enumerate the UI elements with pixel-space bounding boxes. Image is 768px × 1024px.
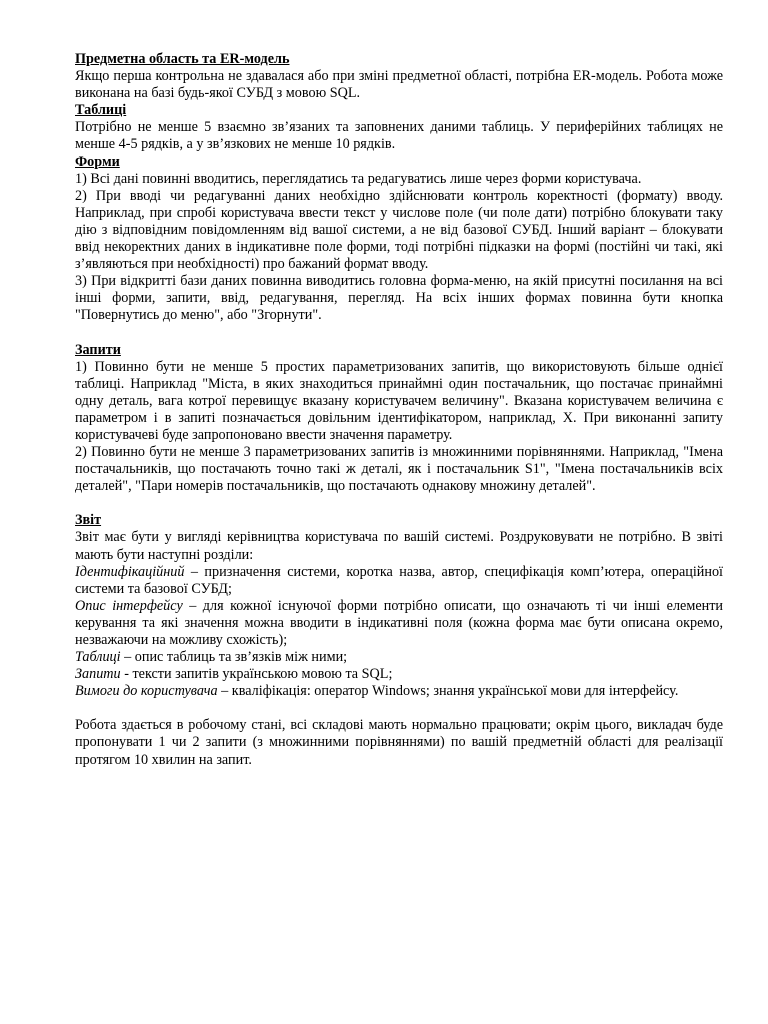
section-heading-report: Звіт [75,512,102,529]
document-page [75,51,723,769]
paragraph-closing: Робота здається в робочому стані, всі складові мають нормально працювати; окрім цього, викладач буде пропонувати 1 чи 2 запити (з множинними порівняннями) по вашій предметній області для реалізації протягом 10 хвилин на запит. [75,717,723,768]
report-item-term: Таблиці [75,649,121,666]
report-item-interface [75,598,723,649]
report-item-term: Запити [75,666,121,683]
paragraph-er-model: Якщо перша контрольна не здавалася або при зміні предметної області, потрібна ER-модель. Робота може виконана на базі будь-якої СУБД з мовою SQL. [75,68,723,102]
report-item-identification [75,564,723,598]
paragraph-tables: Потрібно не менше 5 взаємно зв’язаних та заповнених даними таблиць. У периферійних таблицях не менше 4-5 рядків, а у зв’язкових не менше 10 рядків. [75,119,723,153]
report-item-tables [75,649,723,666]
paragraph-queries-2: 2) Повинно бути не менше 3 параметризованих запитів із множинними порівняннями. Наприклад, "Імена постачальників, що постачають точно такі ж деталі, як і постачальник S1", "Імена постачальників всіх деталей", "Пари номерів постачальників, що постачають однакову множину деталей". [75,444,723,495]
report-item-term: Ідентифікаційний [75,563,185,580]
paragraph-forms-3: 3) При відкритті бази даних повинна виводитись головна форма-меню, на якій присутні посилання на всі інші форми, запити, ввід, редагування, перегляд. На всіх інших формах повинна бути кнопка "Повернутись до меню", або "Згорнути". [75,273,723,324]
blank-line [75,325,723,342]
report-item-text: - тексти запитів українською мовою та SQL; [120,666,393,683]
report-item-text: – опис таблиць та зв’язків між ними; [120,649,348,666]
paragraph-forms-1: 1) Всі дані повинні вводитись, переглядатись та редагуватись лише через форми користувача. [75,170,642,187]
section-heading-er-model: Предметна область та ER-модель [75,51,290,67]
report-item-term: Вимоги до користувача [75,683,218,700]
paragraph-queries-1: 1) Повинно бути не менше 5 простих параметризованих запитів, що використовують більше однієї таблиці. Наприклад "Міста, в яких знаходиться принаймні один постачальник, що постачає принаймні одну деталь, вага котрої перевищує вказану користувачем величину". Вказана користувачем величина є параметром і в запиті позначається довільним ідентифікатором, наприклад, X. При виконанні запиту користувачеві буде запропоновано ввести значення параметру. [75,358,723,443]
blank-line [75,495,723,512]
blank-line [75,700,723,717]
report-item-text: – призначення системи, коротка назва, автор, специфікація комп’ютера, операційної системи та базової СУБД; [75,563,723,597]
paragraph-forms-2: 2) При вводі чи редагуванні даних необхідно здійснювати контроль коректності (формату) вводу. Наприклад, при спробі користувача ввести текст у числове поле (чи поле дати) потрібно блокувати таку дію з відповідним повідомленням від вашої системи, а не від базової СУБД. Інший варіант – блокувати ввід некоректних даних в індикативне поле форми, тоді потрібні підказки на формі (постійні чи такі, які з’являються при необхідності) про бажаний формат вводу. [75,187,723,273]
section-heading-tables: Таблиці [75,102,127,119]
report-item-text: – для кожної існуючої форми потрібно описати, що означають ті чи інші елементи керування та які значення можна вводити в індикативні поля (кожна форма має бути описана окремо, незважаючи на можливу схожість); [75,597,723,648]
paragraph-report-intro: Звіт має бути у вигляді керівництва користувача по вашій системі. Роздруковувати не потрібно. В звіті мають бути наступні розділи: [75,529,723,563]
report-item-user-requirements [75,683,723,700]
report-item-text: – кваліфікація: оператор Windows; знання української мови для інтерфейсу. [217,683,679,700]
section-heading-forms: Форми [75,153,120,170]
section-heading-queries: Запити [75,341,121,358]
report-item-term: Опис інтерфейсу [75,597,183,614]
report-item-queries [75,666,723,683]
